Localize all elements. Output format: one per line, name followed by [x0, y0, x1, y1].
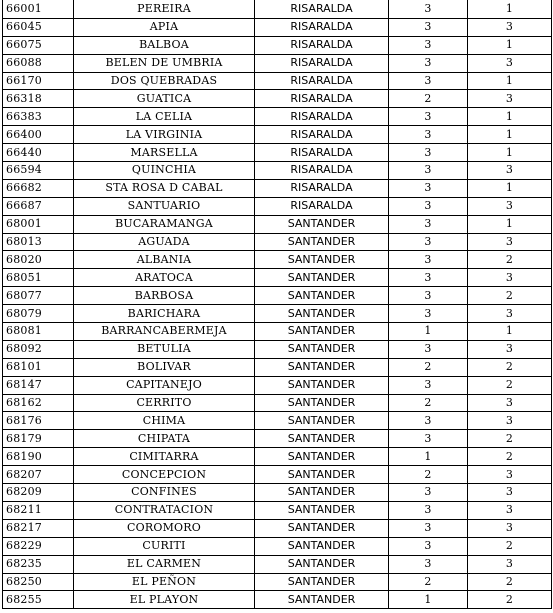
value-a-cell: 2	[389, 394, 468, 412]
department-cell: RISARALDA	[255, 72, 389, 90]
table-row	[3, 430, 552, 448]
municipality-code-cell: 68235	[3, 555, 74, 573]
value-a-cell: 3	[389, 54, 468, 72]
department-cell: SANTANDER	[255, 340, 389, 358]
department-cell: SANTANDER	[255, 358, 389, 376]
department-cell: RISARALDA	[255, 54, 389, 72]
value-a-cell: 3	[389, 126, 468, 144]
table-row	[3, 412, 552, 430]
value-b-cell: 2	[468, 251, 552, 269]
value-a-cell: 3	[389, 108, 468, 126]
municipality-name-cell: EL PLAYON	[74, 591, 255, 609]
department-cell: SANTANDER	[255, 412, 389, 430]
department-cell: RISARALDA	[255, 179, 389, 197]
municipality-name-cell: MARSELLA	[74, 144, 255, 162]
value-a-cell: 3	[389, 376, 468, 394]
municipality-code-cell: 68147	[3, 376, 74, 394]
value-a-cell: 1	[389, 323, 468, 341]
municipality-code-cell: 68229	[3, 537, 74, 555]
value-b-cell: 1	[468, 72, 552, 90]
municipality-name-cell: EL CARMEN	[74, 555, 255, 573]
municipality-name-cell: BALBOA	[74, 36, 255, 54]
value-a-cell: 3	[389, 215, 468, 233]
table-row	[3, 340, 552, 358]
value-b-cell: 3	[468, 555, 552, 573]
value-b-cell: 3	[468, 90, 552, 108]
value-b-cell: 3	[468, 412, 552, 430]
department-cell: SANTANDER	[255, 537, 389, 555]
department-cell: SANTANDER	[255, 269, 389, 287]
municipality-code-cell: 66400	[3, 126, 74, 144]
table-row	[3, 358, 552, 376]
value-a-cell: 3	[389, 251, 468, 269]
municipality-name-cell: BETULIA	[74, 340, 255, 358]
municipality-name-cell: PEREIRA	[74, 1, 255, 19]
table-row	[3, 287, 552, 305]
municipality-name-cell: SANTUARIO	[74, 197, 255, 215]
value-b-cell: 3	[468, 466, 552, 484]
municipality-name-cell: CIMITARRA	[74, 448, 255, 466]
value-a-cell: 2	[389, 466, 468, 484]
municipality-code-cell: 66318	[3, 90, 74, 108]
department-cell: RISARALDA	[255, 144, 389, 162]
value-a-cell: 1	[389, 591, 468, 609]
value-b-cell: 3	[468, 54, 552, 72]
value-a-cell: 3	[389, 197, 468, 215]
department-cell: RISARALDA	[255, 1, 389, 19]
table-row	[3, 269, 552, 287]
table-row	[3, 305, 552, 323]
department-cell: SANTANDER	[255, 519, 389, 537]
table-row	[3, 233, 552, 251]
department-cell: SANTANDER	[255, 555, 389, 573]
table-row	[3, 573, 552, 591]
municipality-code-cell: 66170	[3, 72, 74, 90]
value-b-cell: 2	[468, 537, 552, 555]
table-row	[3, 36, 552, 54]
municipality-code-cell: 66383	[3, 108, 74, 126]
municipality-name-cell: CHIPATA	[74, 430, 255, 448]
municipality-code-cell: 68020	[3, 251, 74, 269]
municipality-name-cell: DOS QUEBRADAS	[74, 72, 255, 90]
table-row	[3, 126, 552, 144]
municipality-name-cell: CONFINES	[74, 484, 255, 502]
municipality-code-cell: 68207	[3, 466, 74, 484]
municipality-code-cell: 68051	[3, 269, 74, 287]
municipality-name-cell: CERRITO	[74, 394, 255, 412]
value-b-cell: 2	[468, 376, 552, 394]
table-row	[3, 54, 552, 72]
table-row	[3, 501, 552, 519]
value-b-cell: 1	[468, 179, 552, 197]
municipality-name-cell: EL PEÑON	[74, 573, 255, 591]
value-b-cell: 1	[468, 36, 552, 54]
value-a-cell: 2	[389, 358, 468, 376]
municipality-code-cell: 68209	[3, 484, 74, 502]
municipality-name-cell: COROMORO	[74, 519, 255, 537]
municipality-name-cell: CHIMA	[74, 412, 255, 430]
department-cell: SANTANDER	[255, 573, 389, 591]
municipality-code-cell: 66594	[3, 162, 74, 180]
value-a-cell: 3	[389, 340, 468, 358]
municipality-name-cell: AGUADA	[74, 233, 255, 251]
department-cell: SANTANDER	[255, 466, 389, 484]
table-row	[3, 555, 552, 573]
municipality-name-cell: ALBANIA	[74, 251, 255, 269]
department-cell: SANTANDER	[255, 233, 389, 251]
department-cell: SANTANDER	[255, 305, 389, 323]
department-cell: RISARALDA	[255, 90, 389, 108]
municipality-name-cell: BOLIVAR	[74, 358, 255, 376]
municipality-name-cell: CAPITANEJO	[74, 376, 255, 394]
value-a-cell: 3	[389, 484, 468, 502]
municipality-code-cell: 68255	[3, 591, 74, 609]
municipality-code-cell: 68250	[3, 573, 74, 591]
table-row	[3, 394, 552, 412]
value-a-cell: 2	[389, 573, 468, 591]
table-row	[3, 466, 552, 484]
department-cell: SANTANDER	[255, 323, 389, 341]
table-row	[3, 448, 552, 466]
municipality-code-cell: 68162	[3, 394, 74, 412]
value-a-cell: 3	[389, 305, 468, 323]
value-a-cell: 3	[389, 18, 468, 36]
value-b-cell: 3	[468, 305, 552, 323]
municipality-code-cell: 68092	[3, 340, 74, 358]
department-cell: RISARALDA	[255, 108, 389, 126]
municipality-name-cell: ARATOCA	[74, 269, 255, 287]
municipality-name-cell: BARRANCABERMEJA	[74, 323, 255, 341]
table-row	[3, 18, 552, 36]
department-cell: SANTANDER	[255, 376, 389, 394]
value-a-cell: 3	[389, 269, 468, 287]
value-b-cell: 2	[468, 591, 552, 609]
municipality-name-cell: GUATICA	[74, 90, 255, 108]
municipality-name-cell: LA CELIA	[74, 108, 255, 126]
table-row	[3, 323, 552, 341]
department-cell: SANTANDER	[255, 251, 389, 269]
table-row	[3, 1, 552, 19]
value-b-cell: 3	[468, 162, 552, 180]
municipality-code-cell: 68217	[3, 519, 74, 537]
value-a-cell: 2	[389, 90, 468, 108]
table-row	[3, 376, 552, 394]
value-a-cell: 3	[389, 412, 468, 430]
value-a-cell: 3	[389, 144, 468, 162]
value-a-cell: 3	[389, 555, 468, 573]
municipality-code-cell: 68211	[3, 501, 74, 519]
table-row	[3, 108, 552, 126]
municipality-code-cell: 66440	[3, 144, 74, 162]
municipality-name-cell: CONTRATACION	[74, 501, 255, 519]
department-cell: SANTANDER	[255, 448, 389, 466]
value-b-cell: 2	[468, 573, 552, 591]
municipality-code-cell: 68101	[3, 358, 74, 376]
department-cell: RISARALDA	[255, 197, 389, 215]
value-b-cell: 3	[468, 394, 552, 412]
value-b-cell: 2	[468, 448, 552, 466]
value-a-cell: 3	[389, 501, 468, 519]
value-b-cell: 1	[468, 144, 552, 162]
municipality-name-cell: BARBOSA	[74, 287, 255, 305]
value-b-cell: 1	[468, 108, 552, 126]
value-b-cell: 3	[468, 340, 552, 358]
department-cell: SANTANDER	[255, 215, 389, 233]
value-a-cell: 3	[389, 179, 468, 197]
table-row	[3, 144, 552, 162]
value-a-cell: 3	[389, 430, 468, 448]
value-a-cell: 3	[389, 287, 468, 305]
value-b-cell: 3	[468, 18, 552, 36]
value-a-cell: 1	[389, 448, 468, 466]
table-row	[3, 197, 552, 215]
municipality-name-cell: LA VIRGINIA	[74, 126, 255, 144]
value-a-cell: 3	[389, 537, 468, 555]
department-cell: SANTANDER	[255, 287, 389, 305]
value-b-cell: 3	[468, 197, 552, 215]
municipality-code-cell: 66682	[3, 179, 74, 197]
municipality-code-cell: 68176	[3, 412, 74, 430]
value-b-cell: 3	[468, 269, 552, 287]
department-cell: SANTANDER	[255, 501, 389, 519]
table-row	[3, 215, 552, 233]
municipality-code-cell: 66088	[3, 54, 74, 72]
municipality-code-cell: 66687	[3, 197, 74, 215]
value-b-cell: 3	[468, 484, 552, 502]
municipality-code-cell: 66075	[3, 36, 74, 54]
municipality-name-cell: CURITI	[74, 537, 255, 555]
municipality-code-cell: 66045	[3, 18, 74, 36]
department-cell: SANTANDER	[255, 591, 389, 609]
table-body	[3, 1, 552, 609]
value-b-cell: 1	[468, 215, 552, 233]
municipality-code-cell: 68079	[3, 305, 74, 323]
municipality-code-cell: 68077	[3, 287, 74, 305]
municipality-name-cell: APIA	[74, 18, 255, 36]
value-a-cell: 3	[389, 1, 468, 19]
table-row	[3, 72, 552, 90]
department-cell: SANTANDER	[255, 430, 389, 448]
value-a-cell: 3	[389, 233, 468, 251]
table-row	[3, 537, 552, 555]
value-b-cell: 2	[468, 287, 552, 305]
municipality-name-cell: CONCEPCION	[74, 466, 255, 484]
municipality-name-cell: BARICHARA	[74, 305, 255, 323]
table-row	[3, 519, 552, 537]
table-row	[3, 162, 552, 180]
department-cell: SANTANDER	[255, 484, 389, 502]
value-b-cell: 3	[468, 501, 552, 519]
table-row	[3, 484, 552, 502]
table-row	[3, 251, 552, 269]
value-b-cell: 2	[468, 358, 552, 376]
municipality-name-cell: STA ROSA D CABAL	[74, 179, 255, 197]
value-b-cell: 3	[468, 519, 552, 537]
value-b-cell: 1	[468, 1, 552, 19]
table-row	[3, 591, 552, 609]
municipality-name-cell: BELEN DE UMBRIA	[74, 54, 255, 72]
value-a-cell: 3	[389, 519, 468, 537]
value-a-cell: 3	[389, 72, 468, 90]
municipality-code-cell: 68013	[3, 233, 74, 251]
municipality-code-cell: 68179	[3, 430, 74, 448]
municipality-code-cell: 66001	[3, 1, 74, 19]
department-cell: RISARALDA	[255, 18, 389, 36]
municipality-code-cell: 68081	[3, 323, 74, 341]
municipality-name-cell: QUINCHIA	[74, 162, 255, 180]
department-cell: SANTANDER	[255, 394, 389, 412]
municipality-table	[2, 0, 552, 609]
department-cell: RISARALDA	[255, 126, 389, 144]
department-cell: RISARALDA	[255, 36, 389, 54]
table-row	[3, 179, 552, 197]
value-a-cell: 3	[389, 162, 468, 180]
municipality-code-cell: 68190	[3, 448, 74, 466]
department-cell: RISARALDA	[255, 162, 389, 180]
municipality-name-cell: BUCARAMANGA	[74, 215, 255, 233]
value-b-cell: 1	[468, 323, 552, 341]
value-a-cell: 3	[389, 36, 468, 54]
table-row	[3, 90, 552, 108]
value-b-cell: 1	[468, 126, 552, 144]
value-b-cell: 3	[468, 233, 552, 251]
value-b-cell: 2	[468, 430, 552, 448]
municipality-code-cell: 68001	[3, 215, 74, 233]
